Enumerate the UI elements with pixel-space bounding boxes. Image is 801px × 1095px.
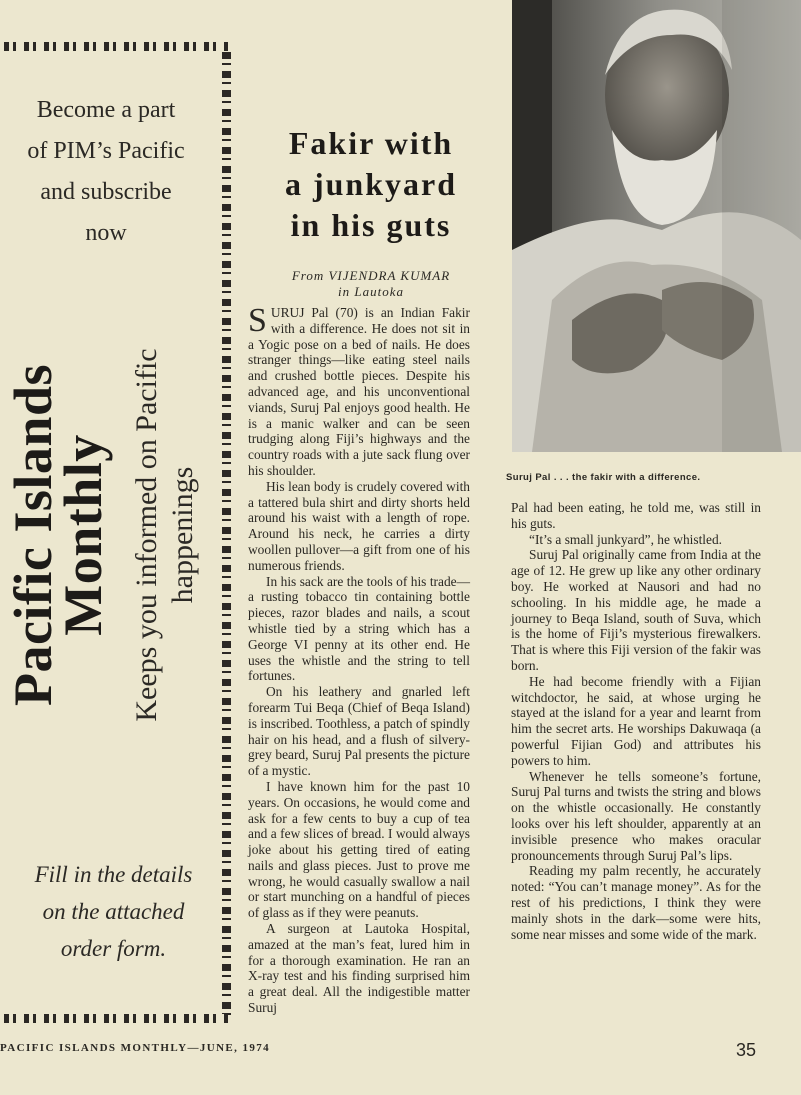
- ad-tagline: [129, 300, 201, 770]
- headline-line: in his guts: [290, 207, 452, 243]
- article-paragraph: I have known him for the past 10 years. On occasions, he would come and ask for a few cents to buy a cup of tea and a few slices of bread. I would always joke about his getting tired of eating nails and glass pieces. Just to prove me wrong, he would casually swallow a nail or start munching on a handful of pieces of glass as if they were peanuts.: [248, 778, 470, 921]
- article-paragraph: He had become friendly with a Fijian witchdoctor, he said, at whose urging he stayed at the island for a year and learnt from him the secret arts. He worships Dakuwaqa (a powerful Fijian God) and attributes his powers to him.: [511, 673, 761, 768]
- article-paragraph: “It’s a small junkyard”, he whistled.: [529, 531, 722, 547]
- fakir-photo: [512, 0, 801, 452]
- fakir-photo-illustration: [512, 0, 801, 452]
- article-byline: [246, 268, 496, 300]
- ad-bottom-border: [4, 1014, 228, 1023]
- article-paragraph: A surgeon at Lautoka Hospital, amazed at the man’s feat, lured him in for a thorough examination. He ran an X-ray test and his finding surprised him a great deal. All the indigestible matter Suruj: [248, 921, 470, 1016]
- ad-promo-text: [6, 90, 206, 254]
- drop-cap: S: [248, 302, 267, 339]
- ad-order-instructions: [6, 856, 221, 967]
- article-headline: [246, 123, 496, 246]
- headline-line: a junkyard: [284, 166, 458, 202]
- ad-tagline-line: Keeps you informed on Pacific: [130, 348, 163, 722]
- article-column-1: [248, 302, 470, 1016]
- article-paragraph: On his leathery and gnarled left forearm Tui Beqa (Chief of Beqa Island) is inscribed. Toothless, a patch of spindly hair on his head, and a flush of silvery-grey beard, Suruj Pal presents the picture of a mystic.: [248, 684, 470, 779]
- ad-tagline-wrap: [115, 300, 215, 770]
- ad-order-line: order form.: [60, 936, 167, 961]
- ad-title-line: Monthly: [52, 434, 113, 636]
- photo-caption: Suruj Pal . . . the fakir with a difference.: [506, 472, 701, 483]
- ad-tagline-line: happenings: [166, 466, 199, 604]
- article-paragraph: His lean body is crudely covered with a tattered bula shirt and dirty shorts held around his waist with a length of rope. Around his neck, he carries a dirty woollen pullover—a gift from one of his numerous friends.: [248, 478, 470, 573]
- ad-promo-line: Become a part: [36, 97, 176, 123]
- article-column-2: [511, 500, 761, 942]
- ad-promo-line: now: [85, 220, 127, 246]
- ad-promo-line: of PIM’s Pacific: [27, 138, 185, 164]
- ad-right-border: [222, 52, 231, 1020]
- article-paragraph: Suruj Pal originally came from India at the age of 12. He grew up like any other ordinary boy. He worked at Nausori and had no schooling. In his middle age, he made a journey to Beqa Island, south of Suva, which is the home of Fiji’s mysterious firewalkers. That is where this Fiji version of the fakir was born.: [511, 547, 761, 673]
- article-paragraph: Whenever he tells someone’s fortune, Suruj Pal turns and twists the string and blows on the whistle occasionally. He constantly looks over his left shoulder, apparently at an invisible presence who makes oracular pronouncements through Suruj Pal’s lips.: [511, 768, 761, 863]
- byline-author: From VIJENDRA KUMAR: [291, 268, 451, 283]
- headline-line: Fakir with: [288, 125, 454, 161]
- ad-magazine-title-wrap: [0, 305, 115, 765]
- ad-order-line: on the attached: [42, 899, 185, 924]
- ad-title-line: Pacific Islands: [2, 363, 63, 707]
- article-paragraph: SURUJ Pal (70) is an Indian Fakir with a difference. He does not sit in a Yogic pose on a bed of nails. He does stranger things—like eating steel nails and crushed bottle pieces. Despite his advanced age, and his unconventional viands, Suruj Pal enjoys good health. He is a manic walker and can be seen trudging along Fiji’s highways and the country roads with a jute sack flung over his shoulder.: [248, 302, 470, 478]
- article-paragraph: Reading my palm recently, he accurately noted: “You can’t manage money”. As for the rest of his predictions, I think they were mainly shots in the dark—some were hits, some near misses and some wide of the mark.: [511, 863, 761, 942]
- ad-promo-line: and subscribe: [40, 179, 172, 205]
- article-paragraph: In his sack are the tools of his trade—a rusting tobacco tin containing bottle pieces, razor blades and nails, a scout whistle tied by a string which has a George VI penny at its other end. He uses the whistle and the string to tell fortunes.: [248, 573, 470, 684]
- byline-location: in Lautoka: [338, 284, 404, 299]
- running-footer: PACIFIC ISLANDS MONTHLY—JUNE, 1974: [0, 1042, 271, 1054]
- article-paragraph: Pal had been eating, he told me, was still in his guts.: [511, 500, 761, 531]
- subscription-ad: [0, 0, 240, 1030]
- ad-top-border: [4, 42, 228, 51]
- ad-order-line: Fill in the details: [34, 862, 193, 887]
- page-number: 35: [736, 1040, 757, 1060]
- ad-magazine-title: [2, 305, 113, 765]
